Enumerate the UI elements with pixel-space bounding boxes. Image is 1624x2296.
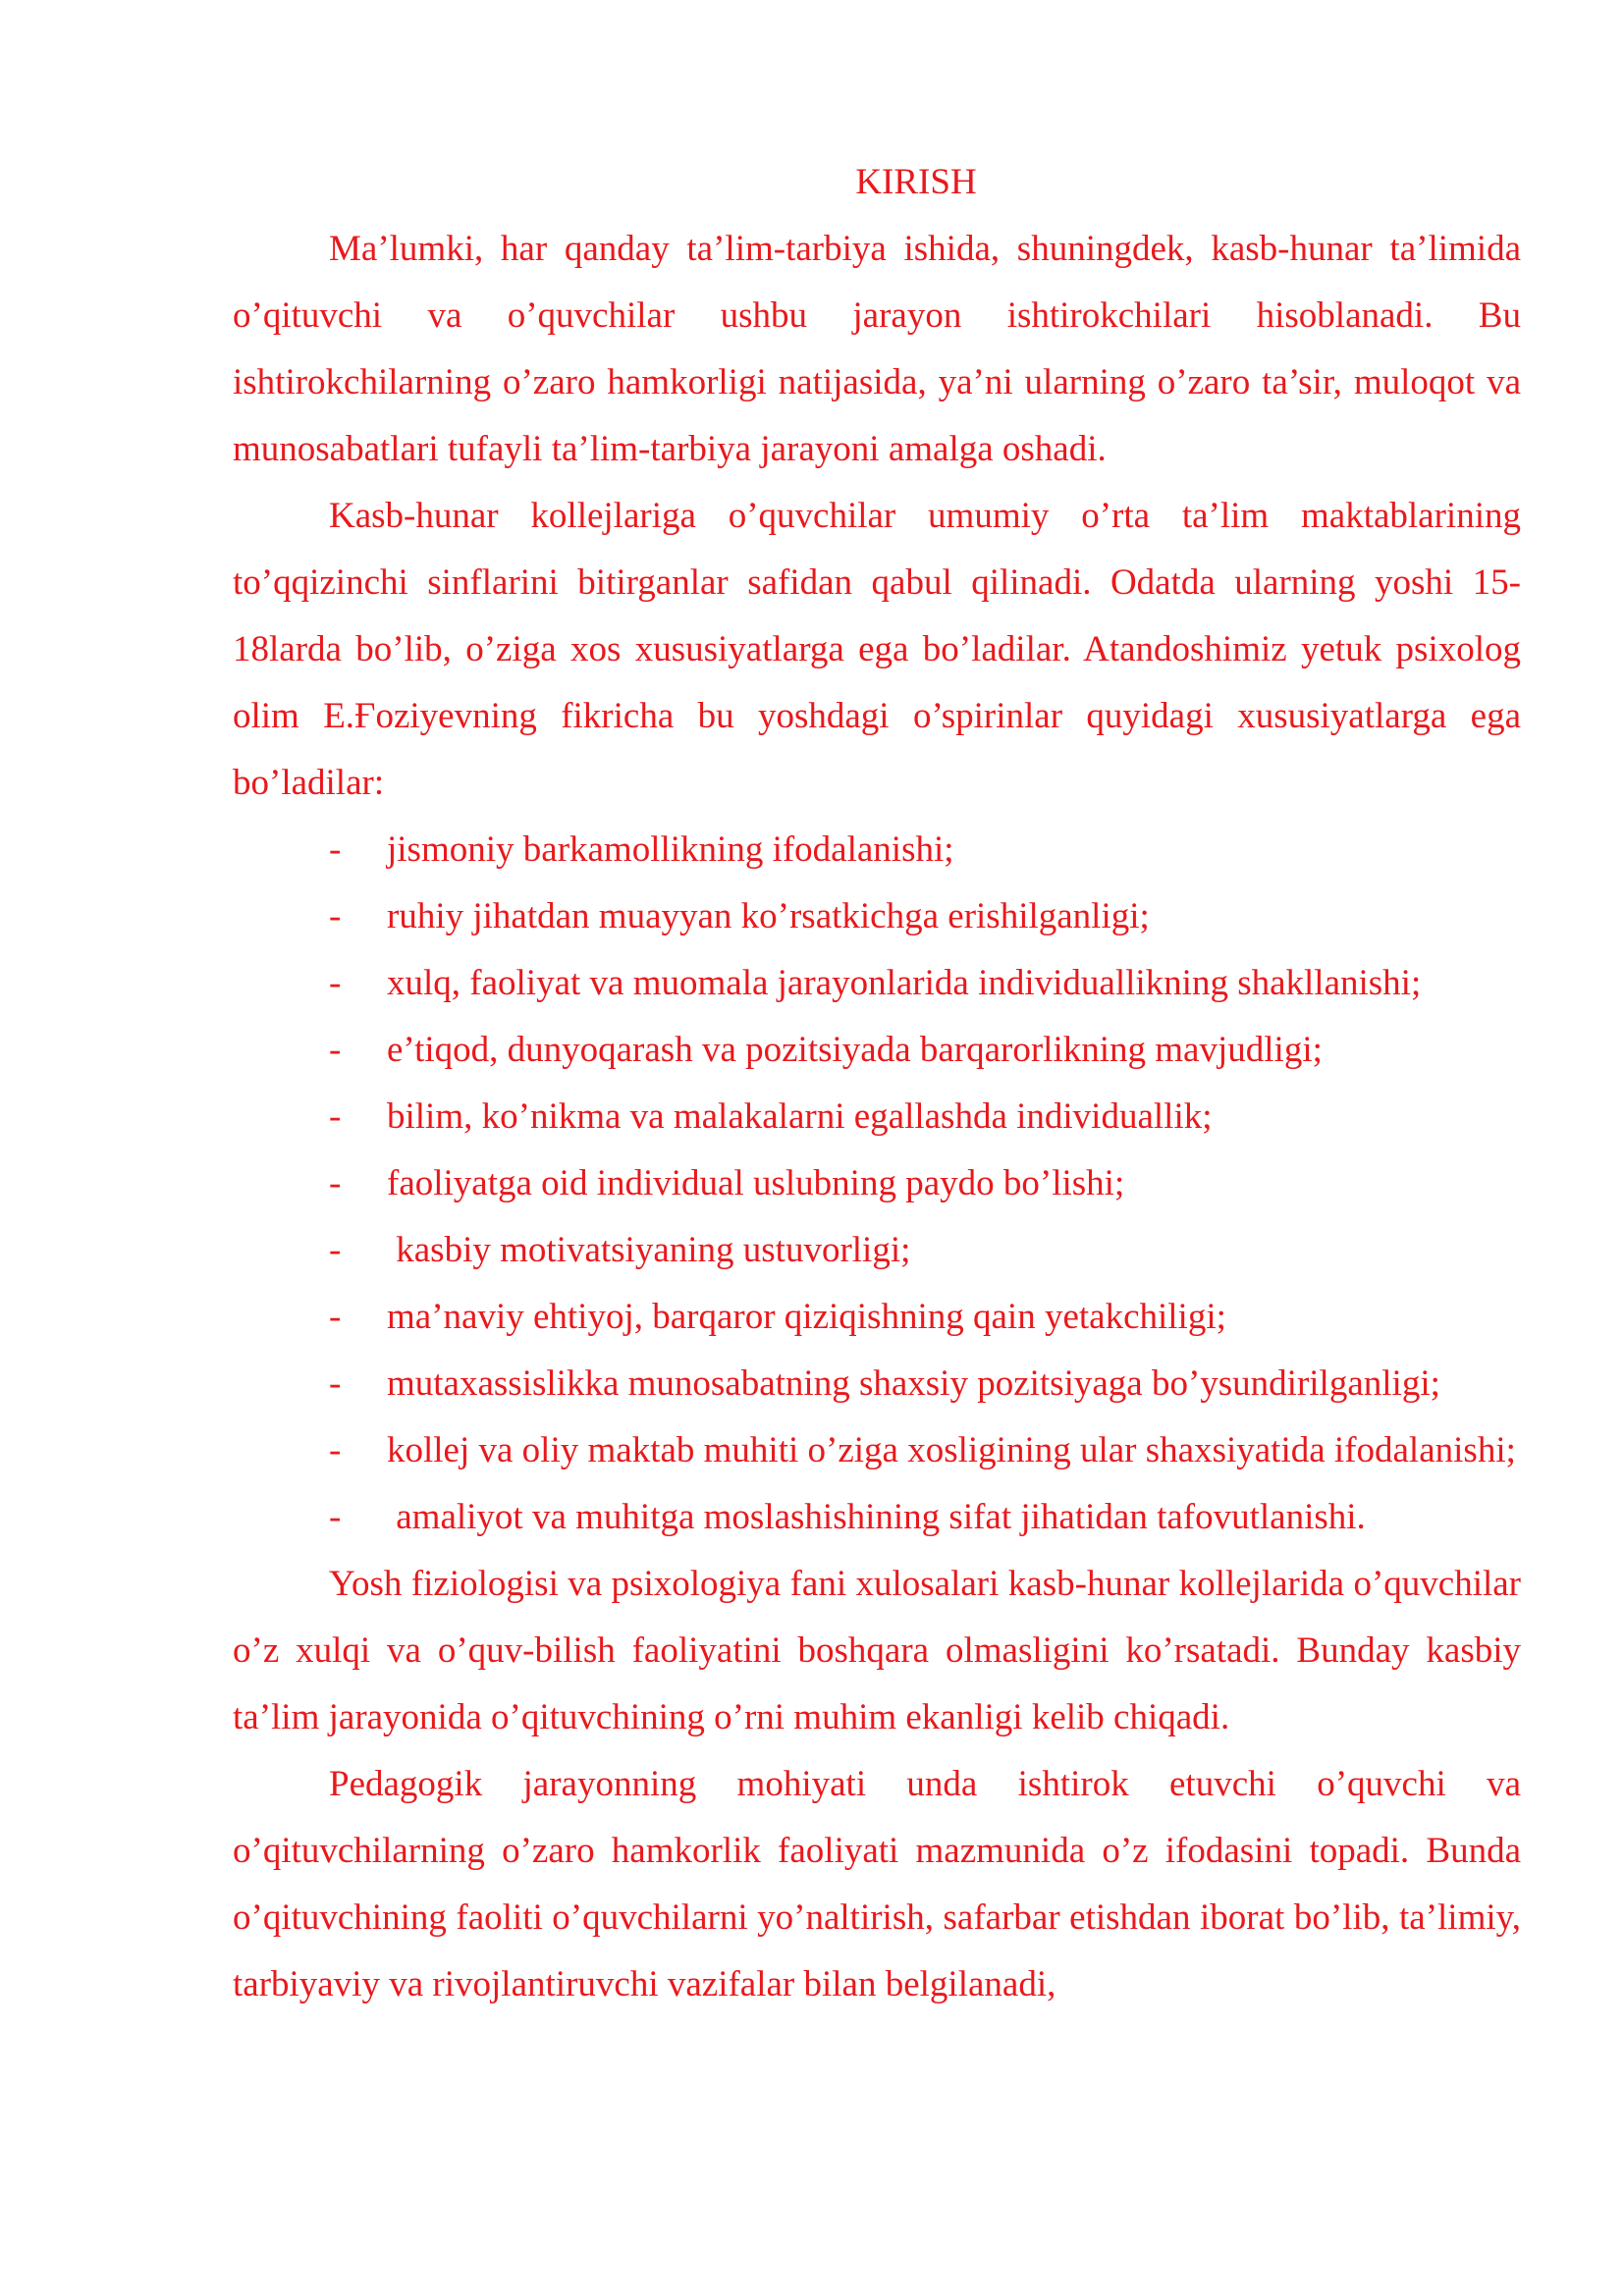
- list-item-text: ruhiy jihatdan muayyan ko’rsatkichga erishilganligi;: [387, 896, 1150, 936]
- list-item: [233, 1150, 1521, 1217]
- list-dash: -: [329, 896, 342, 936]
- list-item: [233, 1017, 1521, 1084]
- list-item-text: e’tiqod, dunyoqarash va pozitsiyada barqarorlikning mavjudligi;: [387, 1030, 1323, 1070]
- list-dash: -: [329, 829, 342, 870]
- list-item-text: xulq, faoliyat va muomala jarayonlarida individuallikning shakllanishi;: [387, 963, 1422, 1003]
- paragraph-students: Kasb-hunar kollejlariga o’quvchilar umumiy o’rta ta’lim maktablarining to’qqizinchi sinflarini bitirganlar safidan qabul qilinadi. Odatda ularning yoshi 15-18larda bo’lib, o’ziga xos xususiyatlarga ega bo’ladilar. Atandoshimiz yetuk psixolog olim E.Ғoziyevning fikricha bu yoshdagi o’spirinlar quyidagi xususiyatlarga ega bo’ladilar:: [233, 496, 1521, 803]
- document-page: [233, 149, 1521, 2018]
- list-item: [233, 1351, 1521, 1417]
- list-item-text: kollej va oliy maktab muhiti o’ziga xosligining ular shaxsiyatida ifodalanishi;: [387, 1430, 1516, 1470]
- list-item: [233, 1217, 1521, 1284]
- list-dash: -: [329, 963, 342, 1003]
- list-item-text: mutaxassislikka munosabatning shaxsiy pozitsiyaga bo’ysundirilganligi;: [387, 1363, 1440, 1404]
- list-dash: -: [329, 1230, 342, 1270]
- list-item: [233, 1284, 1521, 1351]
- list-item-text: amaliyot va muhitga moslashishining sifat jihatidan tafovutlanishi.: [387, 1497, 1366, 1537]
- list-dash: -: [329, 1096, 342, 1137]
- list-dash: -: [329, 1030, 342, 1070]
- list-item: [233, 1484, 1521, 1551]
- paragraph-intro: Ma’lumki, har qanday ta’lim-tarbiya ishida, shuningdek, kasb-hunar ta’limida o’qituvchi va o’quvchilar ushbu jarayon ishtirokchilari hisoblanadi. Bu ishtirokchilarning o’zaro hamkorligi natijasida, ya’ni ularning o’zaro ta’sir, muloqot va munosabatlari tufayli ta’lim-tarbiya jarayoni amalga oshadi.: [233, 229, 1521, 469]
- page-title: KIRISH: [855, 162, 977, 202]
- list-item: [233, 1417, 1521, 1484]
- list-item-text: jismoniy barkamollikning ifodalanishi;: [387, 829, 954, 870]
- paragraph-physiology: Yosh fiziologisi va psixologiya fani xulosalari kasb-hunar kollejlarida o’quvchilar o’z xulqi va o’quv-bilish faoliyatini boshqara olmasligini ko’rsatadi. Bunday kasbiy ta’lim jarayonida o’qituvchining o’rni muhim ekanligi kelib chiqadi.: [233, 1564, 1521, 1737]
- list-item: [233, 1084, 1521, 1150]
- list-item-text: bilim, ko’nikma va malakalarni egallashda individuallik;: [387, 1096, 1213, 1137]
- list-item: [233, 950, 1521, 1017]
- list-dash: -: [329, 1497, 342, 1537]
- paragraph-pedagogy: Pedagogik jarayonning mohiyati unda ishtirok etuvchi o’quvchi va o’qituvchilarning o’zaro hamkorlik faoliyati mazmunida o’z ifodasini topadi. Bunda o’qituvchining faoliti o’quvchilarni yo’naltirish, safarbar etishdan iborat bo’lib, ta’limiy, tarbiyaviy va rivojlantiruvchi vazifalar bilan belgilanadi,: [233, 1764, 1521, 2004]
- list-dash: -: [329, 1363, 342, 1404]
- list-dash: -: [329, 1297, 342, 1337]
- list-item: [233, 817, 1521, 883]
- list-item-text: kasbiy motivatsiyaning ustuvorligi;: [387, 1230, 911, 1270]
- list-dash: -: [329, 1430, 342, 1470]
- characteristics-list: [233, 817, 1521, 1551]
- list-item-text: ma’naviy ehtiyoj, barqaror qiziqishning qain yetakchiligi;: [387, 1297, 1226, 1337]
- list-item-text: faoliyatga oid individual uslubning paydo bo’lishi;: [387, 1163, 1125, 1203]
- list-dash: -: [329, 1163, 342, 1203]
- list-item: [233, 883, 1521, 950]
